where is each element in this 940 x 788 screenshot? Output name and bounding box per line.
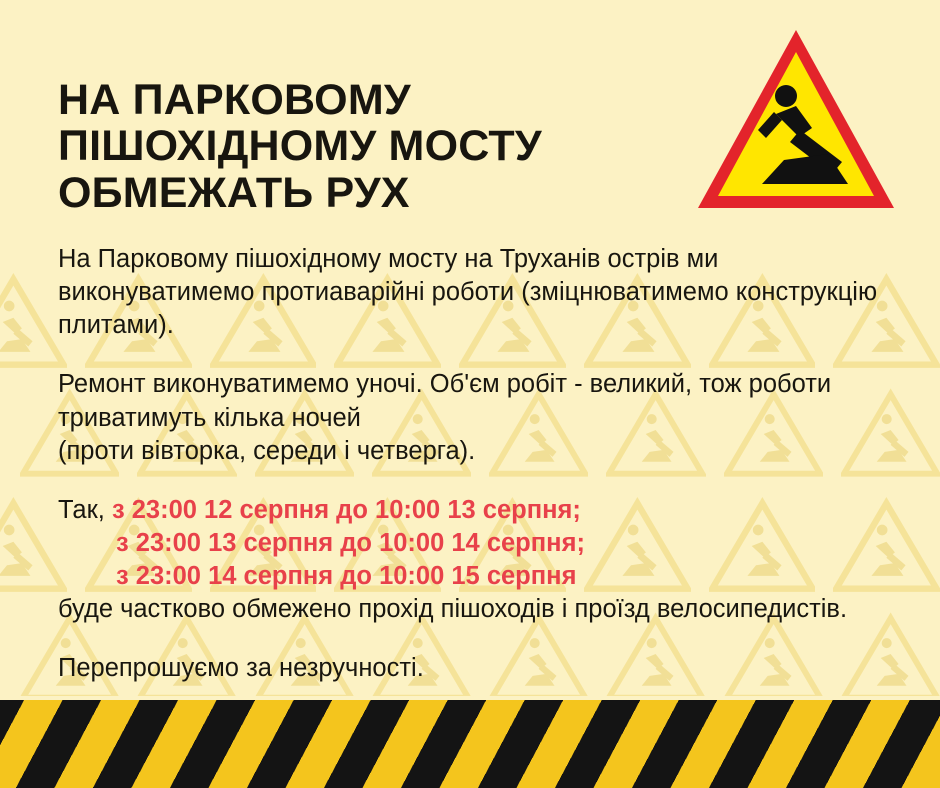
schedule-prefix: Так,	[58, 495, 112, 524]
paragraph-apology: Перепрошуємо за незручності.	[58, 654, 424, 683]
schedule-item-3: з 23:00 14 серпня до 10:00 15 серпня	[116, 562, 577, 591]
paragraph-intro: На Парковому пішохідному мосту на Труханів острів ми виконуватимемо протиаварійні роботи (зміцнюватимемо конструкцію плитами).	[58, 245, 878, 340]
page-title: НА ПАРКОВОМУ ПІШОХІДНОМУ МОСТУ ОБМЕЖАТЬ РУХ	[58, 75, 542, 217]
body-text	[58, 243, 894, 712]
schedule-suffix: буде частково обмежено прохід пішоходів і проїзд велосипедистів.	[58, 595, 848, 624]
hazard-stripe-band	[0, 700, 940, 788]
paragraph-night-works-line1: Ремонт виконуватимемо уночі. Об'єм робіт - великий, тож роботи триватимуть кілька ночей	[58, 370, 832, 432]
roadworks-warning-sign-icon	[0, 270, 67, 374]
paragraph-night-works-line2: (проти вівторка, середи і четверга).	[58, 436, 476, 465]
roadworks-warning-sign-icon	[690, 22, 902, 218]
paragraph-schedule	[58, 494, 894, 627]
roadworks-warning-sign-icon	[0, 494, 67, 598]
schedule-item-2: з 23:00 13 серпня до 10:00 14 серпня;	[116, 528, 585, 557]
paragraph-night-works	[58, 368, 894, 467]
schedule-item-1: з 23:00 12 серпня до 10:00 13 серпня;	[111, 495, 581, 524]
